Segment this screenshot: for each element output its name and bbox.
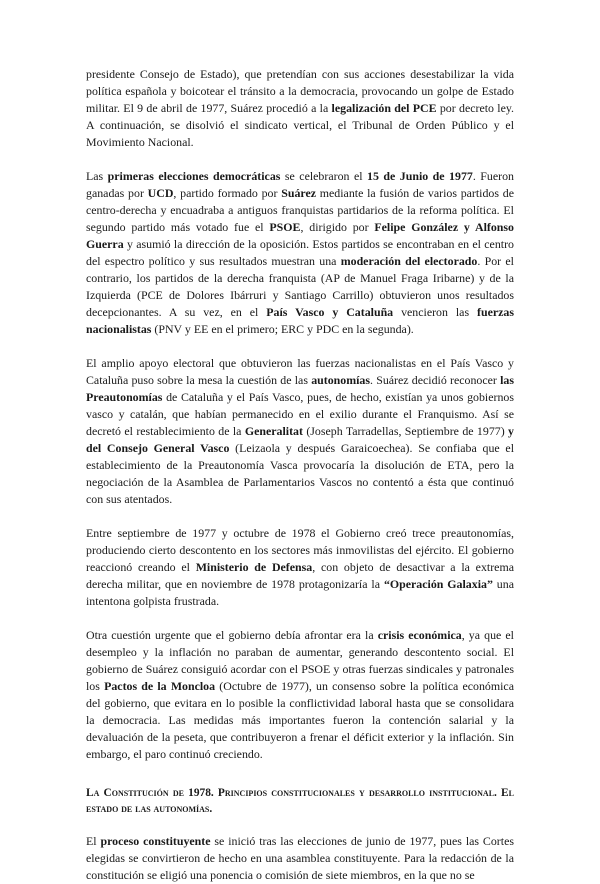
section-heading bbox=[86, 785, 514, 817]
text-run: . Por el contrario, los partidos de la derecha franquista (AP de Manuel Fraga Iribarne) y de la Izquierda (PCE de Dolores Ibárruri y Santiago Carrillo) obtuvieron unos resultados decepcionantes. A su vez, en el bbox=[86, 254, 514, 319]
bold-term: fuerzas nacionalistas bbox=[86, 305, 514, 336]
paragraph-proceso-constituyente bbox=[86, 833, 514, 884]
bold-term: Pactos de la Moncloa bbox=[104, 679, 216, 693]
text-run: una intentona golpista frustrada. bbox=[86, 577, 514, 608]
text-run: (PNV y EE en el primero; ERC y PDC en la segunda). bbox=[151, 322, 414, 336]
text-run: se inició tras las elecciones de junio de 1977, pues las Cortes elegidas se convirtieron de hecho en una asamblea constituyente. Para la redacción de la constitución se eligió una ponencia o comisión de siete miembros, en la que no se bbox=[86, 834, 514, 882]
bold-term: autonomías bbox=[311, 373, 370, 387]
paragraph-autonomias bbox=[86, 355, 514, 508]
text-run: mediante la fusión de varios partidos de centro-derecha y encuadraba a antiguos franquistas partidarios de la reforma política. El segundo partido más votado fue el bbox=[86, 186, 514, 234]
bold-term: “Operación Galaxia” bbox=[383, 577, 493, 591]
text-run: por decreto ley. A continuación, se disolvió el sindicato vertical, el Tribunal de Orden Público y el Movimiento Nacional. bbox=[86, 101, 515, 149]
text-run: , con objeto de desactivar a la extrema derecha militar, que en noviembre de 1978 protagonizaría la bbox=[86, 560, 514, 591]
text-run: Las bbox=[86, 169, 108, 183]
text-run: de Cataluña y el País Vasco, pues, de hecho, existían ya unos gobiernos vasco y catalán, que habían permanecido en el exilio durante el Franquismo. Así se decretó el restablecimiento de la bbox=[86, 390, 514, 438]
text-run: El amplio apoyo electoral que obtuvieron las fuerzas nacionalistas en el País Vasco y Cataluña puso sobre la mesa la cuestión de las bbox=[86, 356, 514, 387]
text-run: Entre septiembre de 1977 y octubre de 1978 el Gobierno creó trece preautonomías, produciendo cierto descontento en los sectores más inmovilistas del ejército. El gobierno reaccionó creando el bbox=[86, 526, 514, 574]
text-run: El bbox=[86, 834, 101, 848]
bold-term: proceso constituyente bbox=[100, 834, 211, 848]
text-run: Otra cuestión urgente que el gobierno debía afrontar era la bbox=[86, 628, 378, 642]
text-run: , ya que el desempleo y la inflación no paraban de aumentar, generando descontento social. El gobierno de Suárez consiguió acordar con el PSOE y otras fuerzas sindicales y patronales los bbox=[86, 628, 514, 693]
bold-term: Ministerio de Defensa bbox=[195, 560, 313, 574]
text-run: vencieron las bbox=[393, 305, 478, 319]
text-run: (Octubre de 1977), un consenso sobre la política económica del gobierno, que evitara en lo posible la conflictividad laboral hasta que se consolidara la democracia. Las medidas más importantes fueron la contención salarial y la devaluación de la peseta, que contribuyeron a frenar el déficit exterior y la inflación. Sin embargo, el paro continuó creciendo. bbox=[86, 679, 514, 761]
text-run: se celebraron el bbox=[280, 169, 368, 183]
bold-term: Suárez bbox=[281, 186, 317, 200]
text-run: presidente Consejo de Estado), que pretendían con sus acciones desestabilizar la vida política española y boicotear el tránsito a la democracia, provocando un golpe de Estado militar. El 9 de abril de 1977, Suárez procedió a la bbox=[86, 67, 514, 115]
text-run: , dirigido por bbox=[300, 220, 375, 234]
text-run: (Leizaola y después Garaicoechea). Se confiaba que el establecimiento de la Preautonomía Vasca provocaría la disolución de ETA, pero la negociación de la Asamblea de Parlamentarios Vascos no contentó a ésta que continuó con sus atentados. bbox=[86, 441, 515, 506]
text-run: , partido formado por bbox=[173, 186, 282, 200]
text-run: . Suárez decidió reconocer bbox=[370, 373, 501, 387]
text-run: . Fueron ganadas por bbox=[86, 169, 514, 200]
paragraph-legalizacion-pce bbox=[86, 66, 514, 151]
bold-term: crisis económica bbox=[377, 628, 462, 642]
bold-term: y del Consejo General Vasco bbox=[86, 424, 514, 455]
paragraph-preautonomias bbox=[86, 525, 514, 610]
bold-term: moderación del electorado bbox=[340, 254, 478, 268]
section-heading-text: La Constitución de 1978. Principios constitucionales y desarrollo institucional. El estado de las autonomías. bbox=[86, 787, 514, 815]
paragraph-crisis-economica bbox=[86, 627, 514, 763]
bold-term: País Vasco y Cataluña bbox=[266, 305, 394, 319]
bold-term: Generalitat bbox=[244, 424, 303, 438]
bold-term: 15 de Junio de 1977 bbox=[367, 169, 473, 183]
text-run: (Joseph Tarradellas, Septiembre de 1977) bbox=[302, 424, 509, 438]
text-run: y asumió la dirección de la oposición. Estos partidos se encontraban en el centro del espectro político y sus resultados muestran una bbox=[86, 237, 514, 268]
bold-term: primeras elecciones democráticas bbox=[107, 169, 281, 183]
bold-term: legalización del PCE bbox=[331, 101, 437, 115]
bold-term: las Preautonomías bbox=[86, 373, 514, 404]
bold-term: Felipe González y Alfonso Guerra bbox=[86, 220, 514, 251]
bold-term: PSOE bbox=[269, 220, 301, 234]
paragraph-primeras-elecciones bbox=[86, 168, 514, 338]
bold-term: UCD bbox=[147, 186, 174, 200]
